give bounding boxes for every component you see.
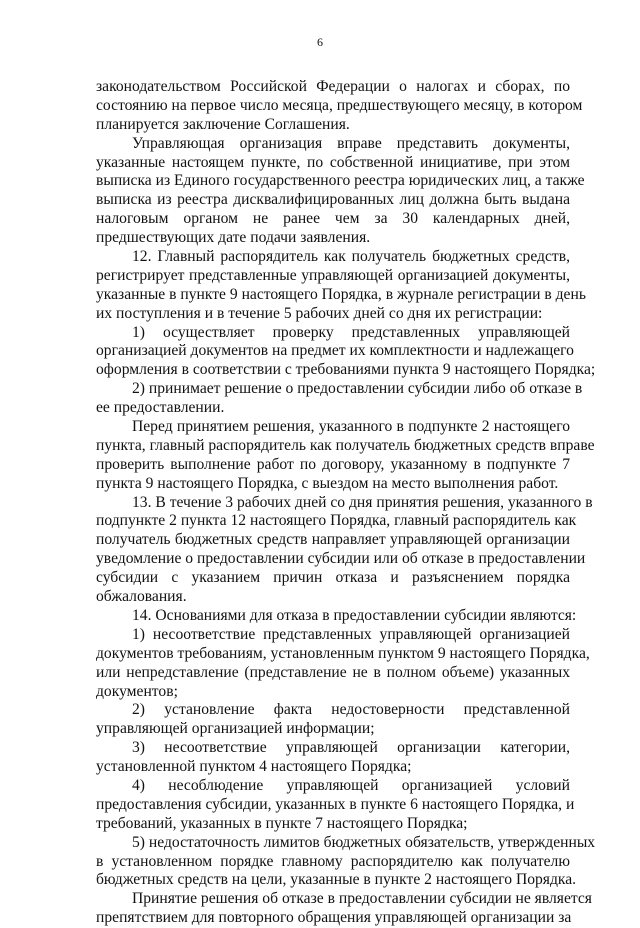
text-line: пункта, главный распорядитель как получатель бюджетных средств вправе [96,436,595,454]
paragraph [96,739,570,777]
page-number: 6 [317,35,323,49]
paragraph [96,323,596,381]
text-line: состоянию на первое число месяца, предшествующего месяцу, в котором [96,96,583,114]
paragraph [96,380,583,418]
paragraph [96,776,575,834]
paragraph [96,625,590,702]
text-line: 3) несоответствие управляющей организации категории, [132,739,570,757]
text-line: субсидии с указанием причин отказа и разъяснением порядка [96,569,570,587]
text-line: указанные настоящем пункте, по собственной инициативе, при этом [96,153,570,171]
text-line: планируется заключение Соглашения. [96,115,350,133]
text-line: требований, указанных в пункте 7 настоящего Порядка; [96,814,468,832]
text-line: или непредставление (представление не в полном объеме) указанных [96,663,570,681]
text-line: предшествующих дате подачи заявления. [96,229,371,247]
text-line: законодательством Российской Федерации о налогах и сборах, по [96,78,570,95]
text-line: 2) установление факта недостоверности представленной [132,701,570,719]
paragraph [96,833,596,891]
paragraph [96,493,593,607]
text-line: Принятие решения об отказе в предоставлении субсидии не является [132,890,592,908]
text-line: 12. Главный распорядитель как получатель бюджетных средств, [132,248,570,266]
text-line: организацией документов на предмет их комплектности и надлежащего [96,342,574,360]
text-line: 14. Основаниями для отказа в предоставлении субсидии являются: [132,606,577,624]
text-line: регистрирует представленные управляющей организацией документы, [96,266,570,284]
text-line: 13. В течение 3 рабочих дней со дня принятия решения, указанного в [132,493,593,511]
paragraph [96,248,586,324]
text-line: их поступления и в течение 5 рабочих дней со дня их регистрации: [96,304,543,322]
text-line: уведомление о предоставлении субсидии или об отказе в предоставлении [96,550,586,568]
text-line: получатель бюджетных средств направляет управляющей организации [96,531,570,549]
text-line: проверить выполнение работ по договору, указанному в подпункте 7 [96,455,570,473]
text-line: налоговым органом не ранее чем за 30 календарных дней, [96,210,570,228]
text-line: указанные в пункте 9 настоящего Порядка, в журнале регистрации в день [96,285,586,303]
text-line: установленной пунктом 4 настоящего Порядка; [96,758,412,776]
text-line: выписка из реестра дисквалифицированных лиц должна быть выдана [96,191,570,209]
text-line: 1) осуществляет проверку представленных управляющей [132,323,570,341]
text-line: препятствием для повторного обращения управляющей организации за [96,909,572,927]
paragraph [96,78,583,135]
paragraph [96,890,592,928]
text-line: 2) принимает решение о предоставлении субсидии либо об отказе в [132,380,583,398]
paragraph [96,606,577,626]
text-line: оформления в соответствии с требованиями пункта 9 настоящего Порядка; [96,361,596,379]
text-line: ее предоставлении. [96,399,225,417]
text-line: 5) недостаточность лимитов бюджетных обязательств, утвержденных [132,833,596,851]
text-line: подпункте 2 пункта 12 настоящего Порядка, главный распорядитель как [96,512,577,530]
text-line: в установленном порядке главному распорядителю как получателю [96,852,570,870]
text-line: выписка из Единого государственного реестра юридических лиц, а также [96,172,585,190]
paragraph [96,134,585,248]
text-line: документов; [96,682,178,700]
text-line: Управляющая организация вправе представить документы, [132,134,570,152]
document-body [96,78,596,928]
text-line: обжалования. [96,588,187,606]
text-line: бюджетных средств на цели, указанные в пункте 2 настоящего Порядка. [96,871,577,889]
paragraph [96,701,570,739]
text-line: пункта 9 настоящего Порядка, с выездом на место выполнения работ. [96,474,559,492]
text-line: предоставления субсидии, указанных в пункте 6 настоящего Порядка, и [96,795,575,813]
text-line: Перед принятием решения, указанного в подпункте 2 настоящего [132,418,570,436]
text-line: управляющей организацией информации; [96,720,375,738]
text-line: документов требованиям, установленным пунктом 9 настоящего Порядка, [96,644,590,662]
text-line: 1) несоответствие представленных управляющей организацией [132,625,570,643]
text-line: 4) несоблюдение управляющей организацией условий [132,776,570,794]
paragraph [96,418,595,494]
